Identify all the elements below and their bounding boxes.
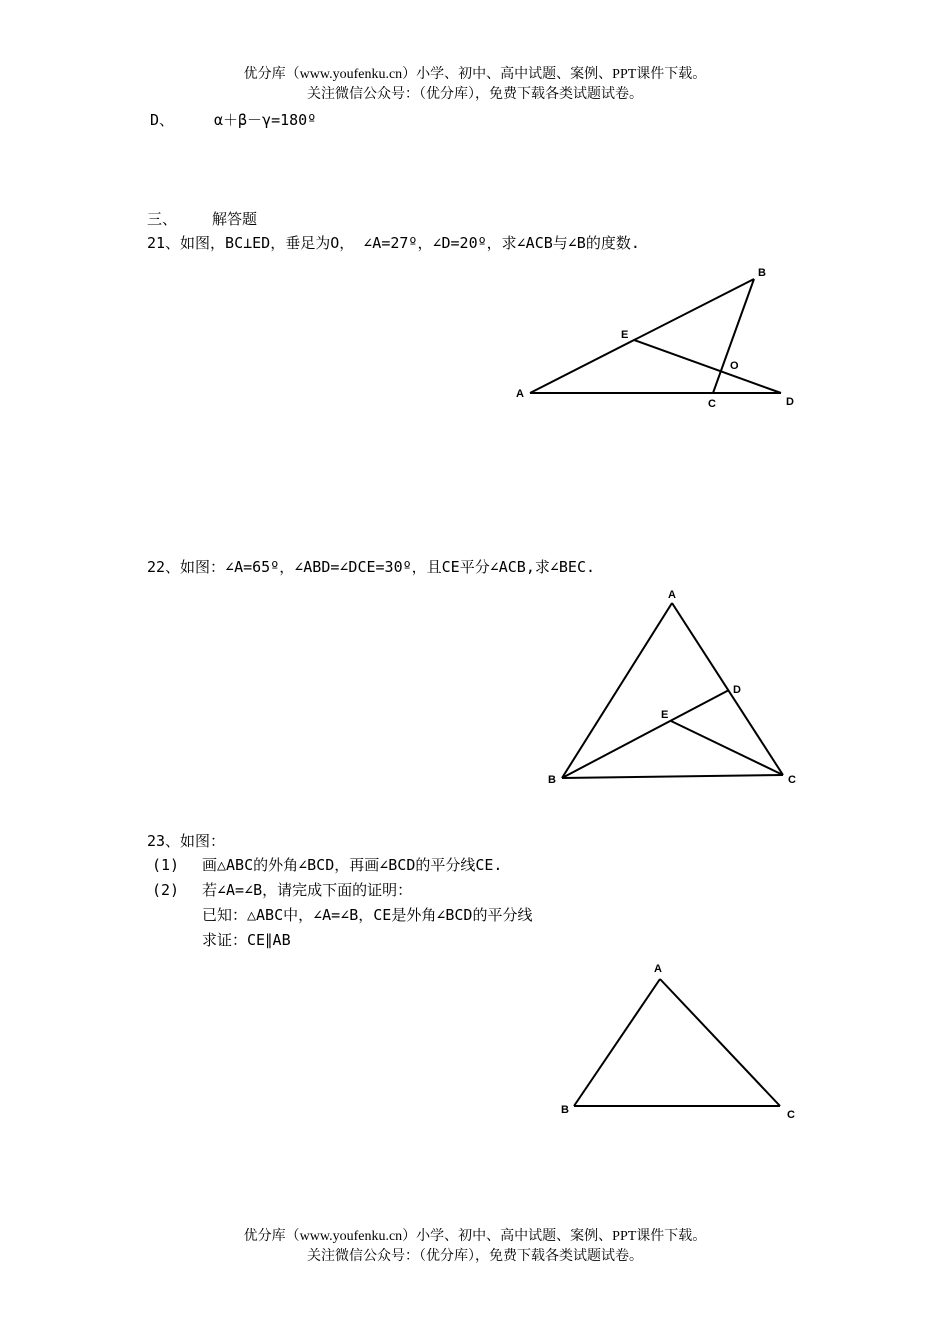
- section-title: 解答题: [212, 210, 258, 228]
- q23-segment-ac: [660, 979, 780, 1106]
- q21-label-e: E: [621, 329, 629, 341]
- q21-label-b: B: [758, 267, 766, 279]
- q23-label-c: C: [787, 1109, 795, 1121]
- question-21-text: 21、如图，BC⊥ED，垂足为O， ∠A=27º，∠D=20º，求∠ACB与∠B的度数.: [147, 234, 640, 252]
- q21-label-o: O: [730, 360, 739, 372]
- q22-label-e: E: [661, 709, 669, 721]
- section-number: 三、: [147, 210, 178, 228]
- question-23-text: 23、如图：: [147, 832, 226, 850]
- q21-label-d: D: [786, 396, 794, 408]
- q22-label-a: A: [668, 589, 676, 601]
- q22-label-b: B: [548, 774, 556, 786]
- q23-segment-ab: [574, 979, 660, 1106]
- question-23-sub1-text: 画△ABC的外角∠BCD，再画∠BCD的平分线CE.: [202, 856, 503, 874]
- q21-label-a: A: [516, 388, 524, 400]
- option-d-formula: α＋β－γ=180º: [214, 111, 317, 129]
- question-23-sub2-text: 若∠A=∠B，请完成下面的证明：: [202, 881, 413, 899]
- q22-label-d: D: [733, 684, 741, 696]
- q21-label-c: C: [708, 398, 716, 410]
- question-23-prove: 求证：CE∥AB: [202, 931, 291, 949]
- option-d-label: D、: [150, 111, 175, 129]
- header-line-1: 优分库（www.youfenku.cn）小学、初中、高中试题、案例、PPT课件下载。: [243, 67, 707, 82]
- question-23-given: 已知：△ABC中，∠A=∠B，CE是外角∠BCD的平分线: [202, 906, 533, 924]
- q23-label-b: B: [561, 1104, 569, 1116]
- q23-label-a: A: [654, 963, 662, 975]
- question-23-sub1-number: (1): [152, 856, 180, 874]
- footer-line-2: 关注微信公众号：（优分库），免费下载各类试题试卷。: [307, 1249, 643, 1264]
- header-line-2: 关注微信公众号：（优分库），免费下载各类试题试卷。: [307, 87, 643, 102]
- footer-line-1: 优分库（www.youfenku.cn）小学、初中、高中试题、案例、PPT课件下载。: [243, 1229, 707, 1244]
- question-22-text: 22、如图：∠A=65º，∠ABD=∠DCE=30º，且CE平分∠ACB,求∠BEC.: [147, 558, 596, 576]
- q22-label-c: C: [788, 774, 796, 786]
- question-23-sub2-number: (2): [152, 881, 180, 899]
